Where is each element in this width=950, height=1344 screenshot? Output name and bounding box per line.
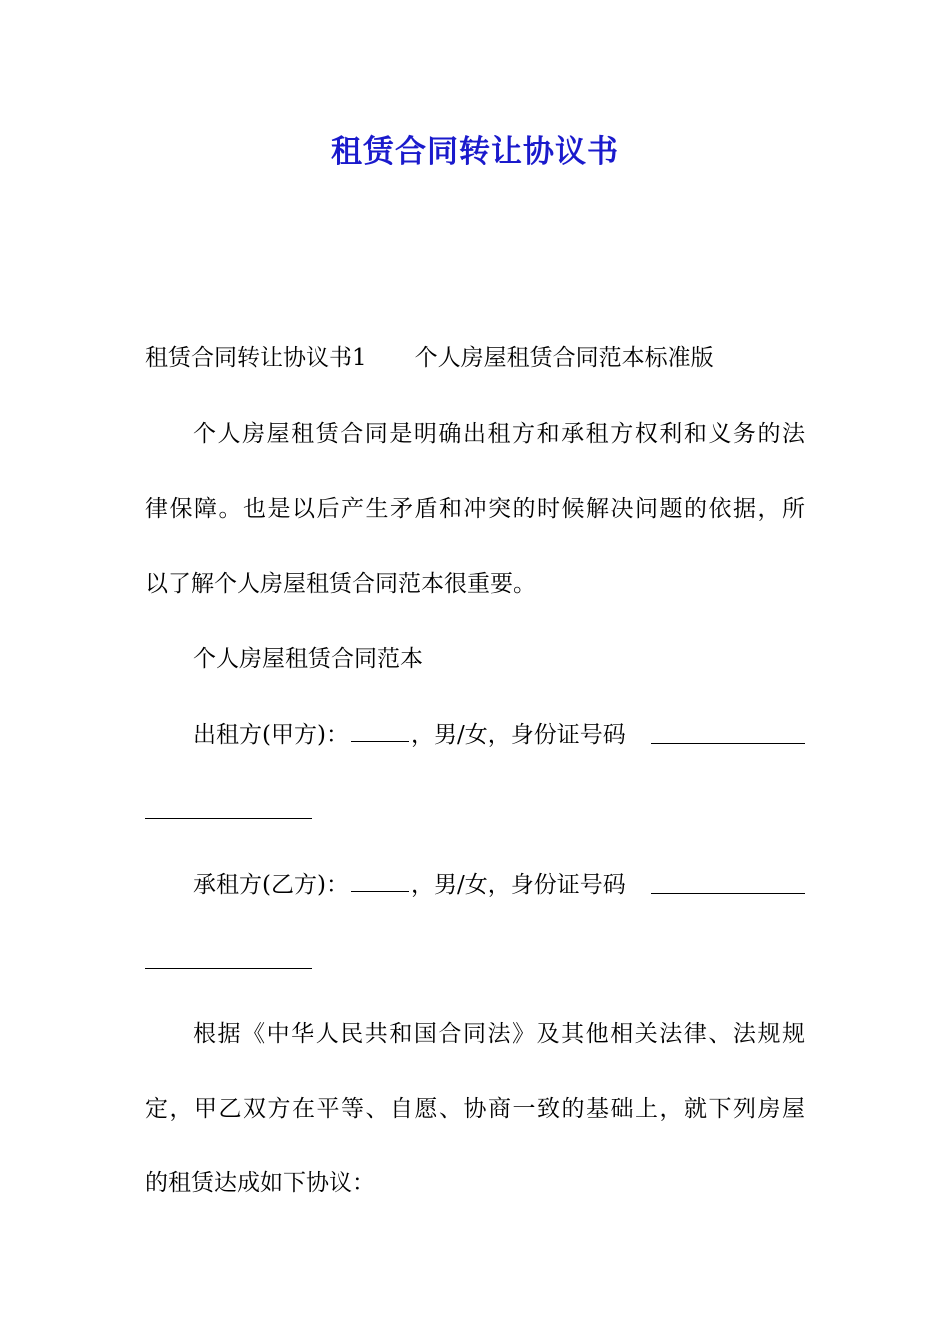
section-title: 个人房屋租赁合同范本	[193, 646, 423, 672]
lessee-id-blank	[651, 893, 805, 894]
basis-line-2: 定，甲乙双方在平等、自愿、协商一致的基础上，就下列房屋	[145, 1096, 805, 1122]
lessor-label: 出租方(甲方)：	[193, 722, 349, 748]
heading-line-left: 租赁合同转让协议书1	[145, 345, 367, 371]
lessee-id-blank-continued	[145, 968, 312, 969]
heading-line-right: 个人房屋租赁合同范本标准版	[414, 345, 714, 371]
lessee-line	[193, 869, 626, 900]
heading-line	[145, 343, 714, 373]
basis-line-3: 的租赁达成如下协议：	[145, 1170, 375, 1196]
lessor-line	[193, 719, 626, 750]
lessee-gender-id: ，男/女，身份证号码	[410, 872, 626, 898]
lessor-gender-id: ，男/女，身份证号码	[410, 722, 626, 748]
lessor-id-blank	[651, 743, 805, 744]
intro-line-2: 律保障。也是以后产生矛盾和冲突的时候解决问题的依据，所	[145, 496, 805, 522]
document-title: 租赁合同转让协议书	[331, 134, 619, 170]
lessee-name-blank	[351, 869, 409, 892]
lessee-label: 承租方(乙方)：	[193, 872, 349, 898]
intro-line-1: 个人房屋租赁合同是明确出租方和承租方权利和义务的法	[193, 421, 805, 447]
lessor-id-blank-continued	[145, 818, 312, 819]
intro-line-3: 以了解个人房屋租赁合同范本很重要。	[145, 571, 536, 597]
basis-line-1: 根据《中华人民共和国合同法》及其他相关法律、法规规	[193, 1021, 805, 1047]
lessor-name-blank	[351, 719, 409, 742]
